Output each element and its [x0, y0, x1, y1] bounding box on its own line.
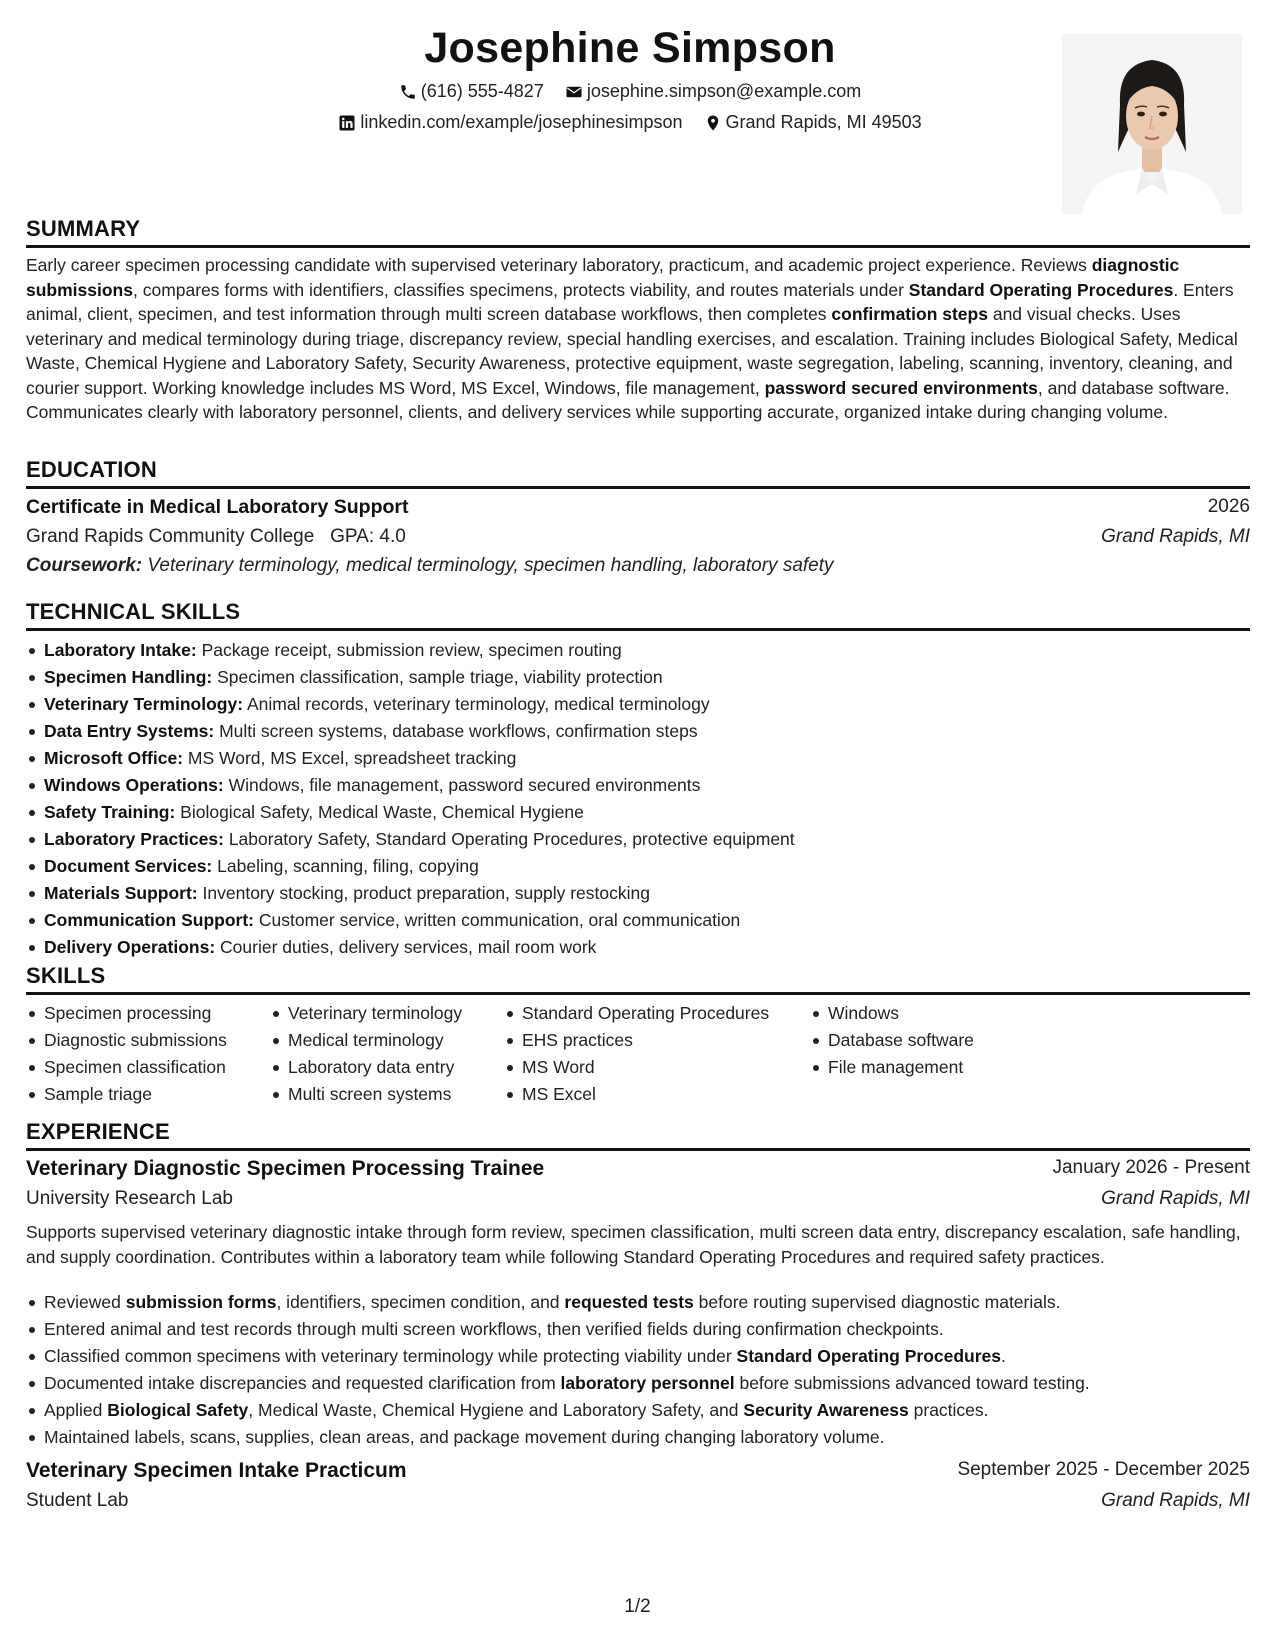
list-item — [26, 826, 795, 853]
skill-detail: Multi screen systems, database workflows, confirmation steps — [219, 721, 698, 741]
email-link[interactable]: josephine.simpson@example.com — [586, 81, 862, 101]
school-location: Grand Rapids, MI — [1101, 526, 1250, 547]
coursework-label: Coursework: — [26, 555, 143, 576]
skill-category: Safety Training: — [44, 802, 176, 822]
skill-category: Specimen Handling: — [44, 667, 213, 687]
skill-detail: Windows, file management, password secured environments — [228, 775, 701, 795]
list-item: Medical terminology — [270, 1027, 462, 1054]
summary-emphasis-2: Standard Operating Procedures — [908, 279, 1174, 300]
profile-photo — [1062, 34, 1242, 214]
list-item: MS Word — [504, 1054, 769, 1081]
list-item: Database software — [810, 1027, 974, 1054]
list-item: Diagnostic submissions — [26, 1027, 227, 1054]
job-role: Veterinary Specimen Intake Practicum — [26, 1459, 407, 1482]
bullet-text: . — [1001, 1346, 1006, 1366]
skill-detail: Specimen classification, sample triage, viability protection — [217, 667, 663, 687]
skills-divider — [26, 992, 1250, 995]
experience-divider — [26, 1148, 1250, 1151]
skill-category: Laboratory Intake: — [44, 640, 197, 660]
skill-category: Delivery Operations: — [44, 937, 216, 957]
bullet-emphasis: Security Awareness — [743, 1400, 909, 1420]
skill-category: Veterinary Terminology: — [44, 694, 244, 714]
list-item — [26, 718, 795, 745]
list-item — [26, 745, 795, 772]
skill-detail: Customer service, written communication, oral communication — [258, 910, 741, 930]
skills-column-2 — [270, 1000, 462, 1108]
skill-category: Document Services: — [44, 856, 213, 876]
skill-category: Laboratory Practices: — [44, 829, 224, 849]
list-item — [26, 664, 795, 691]
summary-text-3: . Enters animal, client, specimen, and test information through multi screen database workflows, then completes — [26, 279, 1234, 324]
list-item: Specimen classification — [26, 1054, 227, 1081]
job-organization: University Research Lab — [26, 1188, 233, 1209]
summary-text-4: and visual checks. Uses veterinary and medical terminology during triage, discrepancy review, special handling exercises, and escalation. Training includes Biological Safety, Medical Waste, Chemical Hygiene and Laboratory Safety, Security Awareness, protective equipment, waste segregation, labeling, scanning, inventory, cleaning, and courier support. Working knowledge includes MS Word, MS Excel, Windows, file management, — [26, 304, 1238, 398]
summary-text-5: , and database software. Communicates clearly with laboratory personnel, clients, and delivery services while supporting accurate, organized intake during changing volume. — [26, 377, 1230, 422]
linkedin-link[interactable]: linkedin.com/example/josephinesimpson — [360, 112, 683, 132]
linkedin-contact[interactable] — [338, 112, 682, 133]
bullet-text: Classified common specimens with veterinary terminology while protecting viability under — [44, 1346, 737, 1366]
skill-detail: Biological Safety, Medical Waste, Chemical Hygiene — [180, 802, 584, 822]
technical-skills-heading: TECHNICAL SKILLS — [26, 599, 241, 624]
coursework-line — [26, 555, 834, 577]
job-role: Veterinary Diagnostic Specimen Processing Trainee — [26, 1157, 545, 1180]
page-number: 1/2 — [624, 1596, 651, 1617]
location-text: Grand Rapids, MI 49503 — [725, 112, 922, 132]
education-divider — [26, 486, 1250, 489]
list-item: MS Excel — [504, 1081, 769, 1108]
list-item: Laboratory data entry — [270, 1054, 462, 1081]
skills-heading: SKILLS — [26, 963, 106, 988]
phone-icon — [399, 83, 417, 101]
school-line — [26, 526, 406, 548]
list-item — [26, 907, 795, 934]
candidate-name: Josephine Simpson — [424, 24, 836, 72]
list-item — [26, 1289, 1090, 1316]
job-1-summary: Supports supervised veterinary diagnostic intake through form review, specimen classification, multi screen data entry, discrepancy escalation, safe handling, and supply coordination. Contributes within a laboratory team while following Standard Operating Procedures and required safety practices. — [26, 1222, 1241, 1267]
skills-column-3 — [504, 1000, 769, 1108]
bullet-text: Reviewed — [44, 1292, 126, 1312]
phone-contact — [399, 81, 544, 102]
technical-skills-divider — [26, 628, 1250, 631]
list-item: Windows — [810, 1000, 974, 1027]
bullet-text: before routing supervised diagnostic materials. — [693, 1292, 1061, 1312]
list-item: Specimen processing — [26, 1000, 227, 1027]
list-item — [26, 934, 795, 961]
summary-emphasis-3: confirmation steps — [831, 304, 988, 324]
list-item — [26, 1424, 1090, 1451]
skill-category: Windows Operations: — [44, 775, 224, 795]
bullet-emphasis: Standard Operating Procedures — [736, 1346, 1002, 1366]
job-1-bullets — [26, 1289, 1090, 1451]
bullet-emphasis: laboratory personnel — [560, 1373, 735, 1393]
envelope-icon — [565, 83, 583, 101]
list-item: Standard Operating Procedures — [504, 1000, 769, 1027]
skill-detail: Courier duties, delivery services, mail room work — [220, 937, 597, 957]
summary-heading: SUMMARY — [26, 216, 141, 241]
list-item: File management — [810, 1054, 974, 1081]
bullet-text: Entered animal and test records through multi screen workflows, then verified fields during confirmation checkpoints. — [44, 1319, 944, 1339]
bullet-text: before submissions advanced toward testing. — [734, 1373, 1090, 1393]
email-contact[interactable] — [565, 81, 861, 102]
list-item — [26, 1397, 1090, 1424]
job-dates: January 2026 - Present — [1052, 1157, 1250, 1178]
list-item: Veterinary terminology — [270, 1000, 462, 1027]
skill-category: Communication Support: — [44, 910, 254, 930]
skill-detail: Labeling, scanning, filing, copying — [217, 856, 479, 876]
skill-detail: MS Word, MS Excel, spreadsheet tracking — [187, 748, 517, 768]
graduation-year: 2026 — [1207, 496, 1250, 517]
bullet-emphasis: Biological Safety — [107, 1400, 249, 1420]
summary-paragraph — [26, 253, 1250, 425]
technical-skills-list — [26, 637, 795, 961]
skill-category: Microsoft Office: — [44, 748, 184, 768]
job-location: Grand Rapids, MI — [1101, 1490, 1250, 1511]
education-heading: EDUCATION — [26, 457, 157, 482]
bullet-text: , Medical Waste, Chemical Hygiene and Laboratory Safety, and — [248, 1400, 744, 1420]
list-item: Sample triage — [26, 1081, 227, 1108]
experience-heading: EXPERIENCE — [26, 1119, 170, 1144]
bullet-text: Documented intake discrepancies and requested clarification from — [44, 1373, 561, 1393]
gpa: GPA: 4.0 — [330, 526, 406, 547]
school-name: Grand Rapids Community College — [26, 526, 315, 547]
skill-detail: Inventory stocking, product preparation, supply restocking — [202, 883, 650, 903]
bullet-text: practices. — [908, 1400, 989, 1420]
list-item: EHS practices — [504, 1027, 769, 1054]
summary-emphasis-4: password secured environments — [764, 377, 1038, 398]
bullet-text: , identifiers, specimen condition, and — [276, 1292, 565, 1312]
bullet-emphasis: submission forms — [125, 1292, 277, 1312]
skill-detail: Package receipt, submission review, specimen routing — [201, 640, 622, 660]
summary-emphasis-1: diagnostic submissions — [26, 255, 1180, 300]
job-location: Grand Rapids, MI — [1101, 1188, 1250, 1209]
list-item — [26, 799, 795, 826]
skills-column-4 — [810, 1000, 974, 1081]
location-contact — [704, 112, 922, 133]
skills-column-1 — [26, 1000, 227, 1108]
list-item — [26, 853, 795, 880]
list-item — [26, 1343, 1090, 1370]
skill-category: Materials Support: — [44, 883, 198, 903]
list-item — [26, 637, 795, 664]
degree-title: Certificate in Medical Laboratory Support — [26, 496, 409, 518]
coursework-list: Veterinary terminology, medical terminology, specimen handling, laboratory safety — [147, 555, 834, 576]
skill-detail: Laboratory Safety, Standard Operating Procedures, protective equipment — [228, 829, 795, 849]
list-item — [26, 1316, 1090, 1343]
summary-divider — [26, 245, 1250, 248]
skill-category: Data Entry Systems: — [44, 721, 215, 741]
summary-text-1: Early career specimen processing candidate with supervised veterinary laboratory, practicum, and academic project experience. Reviews — [26, 255, 1092, 275]
list-item — [26, 880, 795, 907]
summary-text-2: , compares forms with identifiers, classifies specimens, protects viability, and routes materials under — [132, 279, 909, 300]
bullet-emphasis: requested tests — [564, 1292, 694, 1312]
list-item — [26, 691, 795, 718]
list-item — [26, 772, 795, 799]
job-organization: Student Lab — [26, 1490, 129, 1511]
list-item: Multi screen systems — [270, 1081, 462, 1108]
list-item — [26, 1370, 1090, 1397]
job-dates: September 2025 - December 2025 — [957, 1459, 1250, 1480]
bullet-text: Applied — [44, 1400, 108, 1420]
map-pin-icon — [704, 114, 722, 132]
bullet-text: Maintained labels, scans, supplies, clean areas, and package movement during changing laboratory volume. — [44, 1427, 885, 1447]
linkedin-icon — [338, 114, 356, 132]
skill-detail: Animal records, veterinary terminology, medical terminology — [246, 694, 710, 714]
phone-text: (616) 555-4827 — [420, 81, 544, 101]
